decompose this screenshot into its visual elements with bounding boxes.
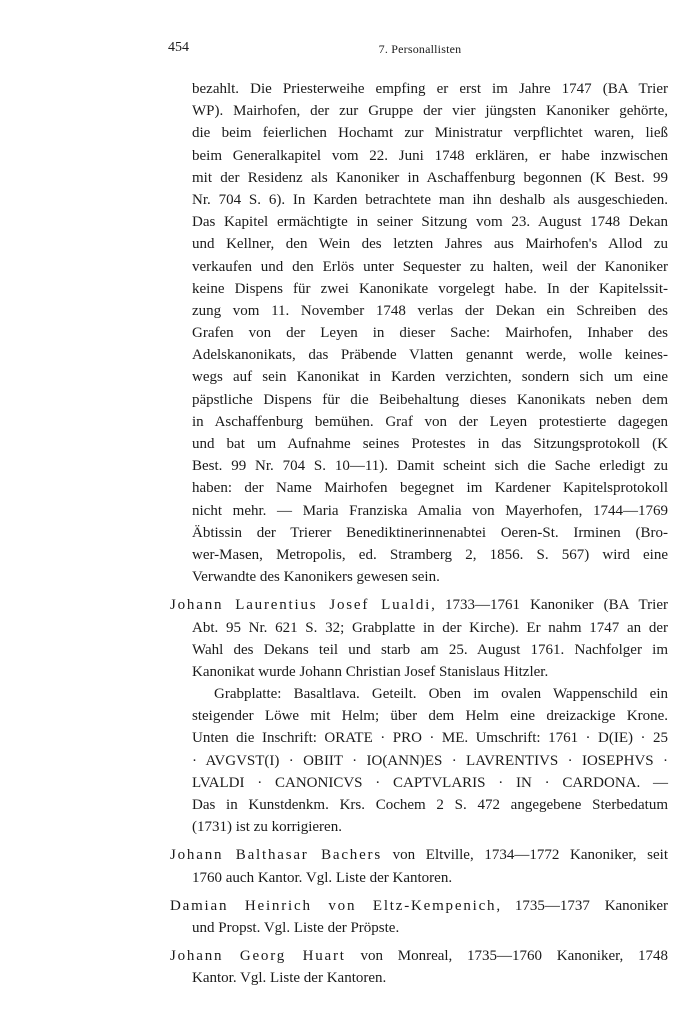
text-line: Unten die Inschrift: ORATE · PRO · ME. Umschrift: 1761 · D(IE) · 25	[192, 730, 668, 747]
entry-text: , 1733—1761 Kanoniker (BA Trier	[431, 597, 668, 614]
text-line: (1731) ist zu korrigieren.	[192, 819, 342, 836]
entry-first-line	[170, 594, 668, 616]
text-line: Das Kapitel ermächtigte in seiner Sitzung vom 23. August 1748 Dekan	[192, 214, 668, 231]
entry-name: Johann Georg Huart	[170, 948, 346, 965]
running-head-text: 7. Personallisten	[378, 42, 462, 56]
entry-first-line	[170, 945, 668, 967]
text-line: und Kellner, den Wein des letzten Jahres aus Mairhofen's Allod zu	[192, 236, 668, 253]
entry-first-line	[170, 895, 668, 917]
text-line: Wahl des Dekans teil und starb am 25. August 1761. Nachfolger im	[192, 641, 668, 658]
text-line: und bat um Aufnahme seines Protestes in das Sitzungsprotokoll (K	[192, 436, 668, 452]
text-line: beim Generalkapitel vom 22. Juni 1748 erklären, er habe inzwischen	[192, 147, 668, 164]
paragraph-mairhofen-continued	[170, 78, 668, 588]
text-line: nicht mehr. — Maria Franziska Amalia von Mayerhofen, 1744—1769	[192, 502, 668, 519]
text-line: Best. 99 Nr. 704 S. 10—11). Damit scheint sich die Sache erledigt zu	[192, 458, 668, 475]
entry-text: von Eltville, 1734—1772 Kanoniker, seit	[381, 847, 668, 864]
text-line: zung vom 11. November 1748 verlas der Dekan ein Schreiben des	[192, 302, 668, 319]
page-number: 454	[168, 40, 189, 55]
text-line: Äbtissin der Trierer Benediktinerinnenabtei Oeren-St. Irminen (Bro-	[192, 524, 668, 541]
text-line: Grabplatte: Basaltlava. Geteilt. Oben im ovalen Wappenschild ein	[214, 686, 668, 703]
running-head	[0, 42, 700, 57]
entry-first-line	[170, 844, 668, 866]
entry-bachers	[170, 844, 668, 888]
text-line: bezahlt. Die Priesterweihe empfing er erst im Jahre 1747 (BA Trier	[192, 81, 668, 97]
text-line: wegs auf sein Kanonikat in Karden verzichten, sondern sich um eine	[192, 369, 668, 386]
entry-lualdi	[170, 594, 668, 838]
text-line: und Propst. Vgl. Liste der Pröpste.	[192, 919, 400, 936]
text-line: die beim feierlichen Hochamt zur Ministratur verpflichtet waren, ließ	[192, 125, 668, 142]
entry-name: Damian Heinrich von Eltz-Kempenich	[170, 897, 497, 914]
text-line: Abt. 95 Nr. 621 S. 32; Grabplatte in der Kirche). Er nahm 1747 an der	[192, 619, 668, 636]
entry-text: von Monreal, 1735—1760 Kanoniker, 1748	[345, 948, 668, 965]
text-line: Adelskanonikats, das Präbende Vlatten genannt werde, wolle keines-	[192, 347, 668, 364]
entry-text: , 1735—1737 Kanoniker	[496, 897, 668, 914]
text-line: steigender Löwe mit Helm; über dem Helm eine dreizackige Krone.	[192, 708, 668, 725]
entry-huart	[170, 945, 668, 989]
text-line: LVALDI · CANONICVS · CAPTVLARIS · IN · CARDONA. —	[192, 774, 668, 791]
text-line: Grafen von der Leyen in dieser Sache: Mairhofen, Inhaber des	[192, 325, 668, 342]
text-line: verkaufen und den Erlös unter Sequester zu halten, weil der Kanoniker	[192, 258, 668, 275]
body-text	[170, 78, 668, 990]
text-line: in Aschaffenburg bemühen. Graf von der Leyen protestierte dagegen	[192, 413, 668, 430]
text-line: · AVGVST(I) · OBIIT · IO(ANN)ES · LAVRENTIVS · IOSEPHVS ·	[192, 752, 668, 769]
text-line: Nr. 704 S. 6). In Karden betrachtete man ihn deshalb als ausgeschieden.	[192, 191, 668, 208]
text-line: päpstliche Dispens für die Beibehaltung dieses Kanonikats neben dem	[192, 391, 668, 408]
entry-name: Johann Laurentius Josef Lualdi	[170, 597, 432, 614]
text-line: Verwandte des Kanonikers gewesen sein.	[192, 569, 440, 586]
text-line: WP). Mairhofen, der zur Gruppe der vier jüngsten Kanoniker gehörte,	[192, 103, 668, 120]
text-line: Das in Kunstdenkm. Krs. Cochem 2 S. 472 angegebene Sterbedatum	[192, 797, 668, 813]
text-line: wer-Masen, Metropolis, ed. Stramberg 2, 1856. S. 567) wird eine	[192, 546, 668, 563]
grabplatte-paragraph	[170, 683, 668, 838]
text-line: haben: der Name Mairhofen begegnet im Kardener Kapitelsprotokoll	[192, 480, 668, 497]
text-line: Kantor. Vgl. Liste der Kantoren.	[192, 970, 387, 987]
text-line: mit der Residenz als Kanoniker in Aschaffenburg begonnen (K Best. 99	[192, 169, 668, 186]
entry-eltz	[170, 895, 668, 939]
entry-name: Johann Balthasar Bachers	[170, 847, 382, 864]
text-line: Kanonikat wurde Johann Christian Josef Stanislaus Hitzler.	[192, 663, 549, 680]
text-line: 1760 auch Kantor. Vgl. Liste der Kantoren.	[192, 869, 453, 886]
text-line: keine Dispens für zwei Kanonikate vorgelegt habe. In der Kapitelssit-	[192, 280, 668, 297]
